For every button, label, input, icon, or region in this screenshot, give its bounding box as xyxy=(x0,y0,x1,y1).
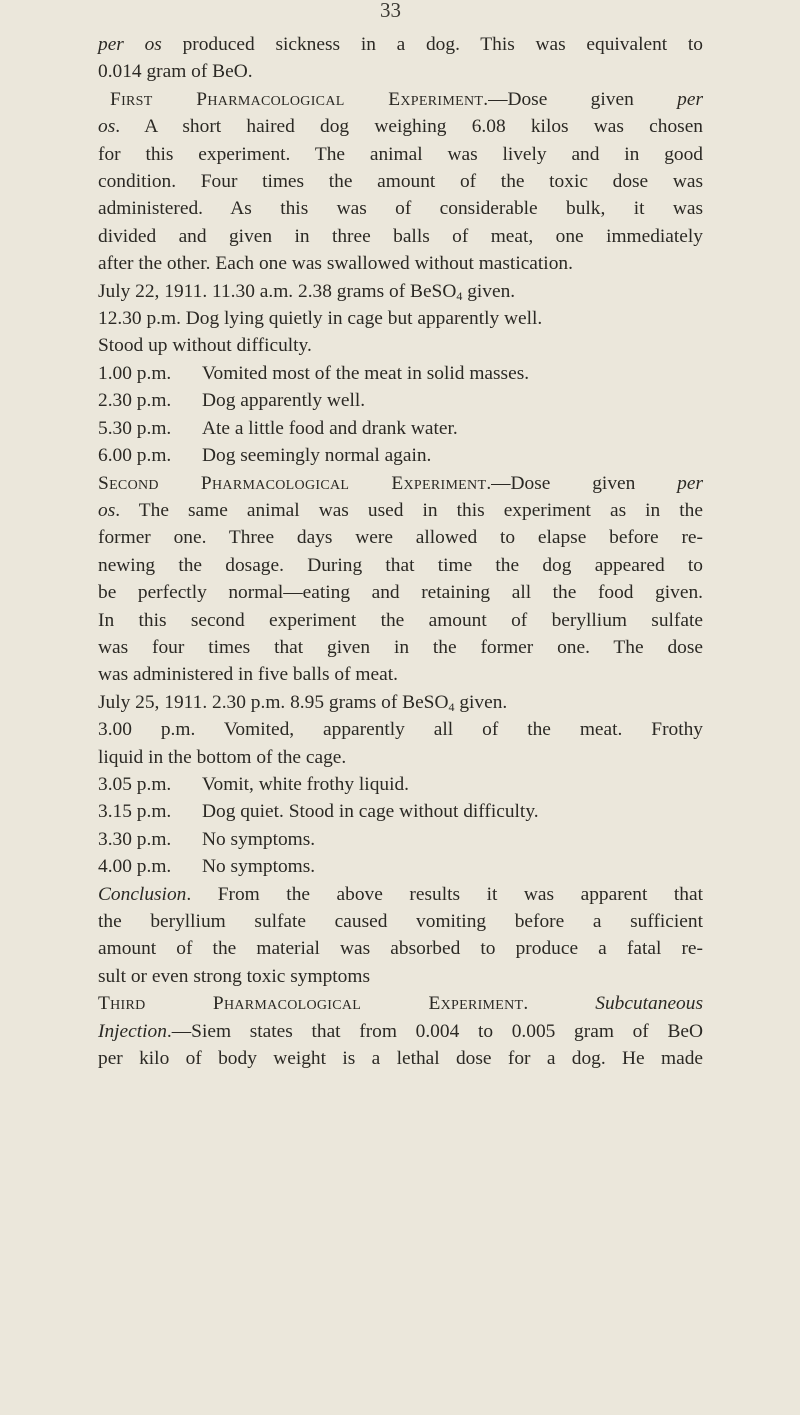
text-line: per os produced sickness in a dog. This was equivalent to xyxy=(98,34,703,55)
section-heading: Third Pharmacological Experiment xyxy=(98,993,524,1015)
text-line: In this second experiment the amount of beryllium sulfate xyxy=(98,609,703,631)
body-text xyxy=(98,31,703,1072)
log-entry: July 22, 1911. 11.30 a.m. 2.38 grams of BeSO$_4$ given. xyxy=(98,280,516,303)
log-entry: 3.00 p.m. Vomited, apparently all of the meat. Frothy xyxy=(98,719,703,741)
log-entry: 5.30 p.m. Ate a little food and drank water. xyxy=(98,417,458,439)
text-line: after the other. Each one was swallowed without mastication. xyxy=(98,253,573,275)
text-line: for this experiment. The animal was lively and in good xyxy=(98,143,703,165)
text-line: sult or even strong toxic symptoms xyxy=(98,965,370,987)
text-line: divided and given in three balls of meat, one immediately xyxy=(98,225,703,247)
log-entry: 3.05 p.m. Vomit, white frothy liquid. xyxy=(98,773,410,795)
text-line: Conclusion. From the above results it was apparent that xyxy=(98,883,703,905)
log-entry: liquid in the bottom of the cage. xyxy=(98,746,347,768)
text-line: os. The same animal was used in this experiment as in the xyxy=(98,499,703,521)
log-entry: 4.00 p.m. No symptoms. xyxy=(98,856,316,878)
section-heading: First Pharmacological Experiment xyxy=(110,88,484,110)
text-line: condition. Four times the amount of the toxic dose was xyxy=(98,171,703,193)
text-line: Injection.—Siem states that from 0.004 to 0.005 gram of BeO xyxy=(98,1020,703,1042)
text-line: be perfectly normal—eating and retaining all the food given. xyxy=(98,582,703,604)
text-line: Second Pharmacological Experiment.—Dose given per xyxy=(98,472,703,494)
section-heading: Second Pharmacological Experiment xyxy=(98,472,487,494)
text-line: former one. Three days were allowed to elapse before re- xyxy=(98,527,703,549)
text-line: Third Pharmacological Experiment. Subcutaneous xyxy=(98,993,703,1015)
text-line: newing the dosage. During that time the dog appeared to xyxy=(98,554,703,576)
text-line: the beryllium sulfate caused vomiting before a sufficient xyxy=(98,911,703,932)
text-line: per kilo of body weight is a lethal dose for a dog. He made xyxy=(98,1048,703,1070)
page-number: 33 xyxy=(380,0,401,22)
text-line: 0.014 gram of BeO. xyxy=(98,61,253,83)
log-entry: 3.30 p.m. No symptoms. xyxy=(98,828,316,850)
log-entry: 1.00 p.m. Vomited most of the meat in solid masses. xyxy=(98,362,530,384)
text-line: was four times that given in the former one. The dose xyxy=(98,636,703,658)
text-line: amount of the material was absorbed to produce a fatal re- xyxy=(98,938,703,960)
log-entry: 12.30 p.m. Dog lying quietly in cage but apparently well. xyxy=(98,308,543,330)
log-entry: 3.15 p.m. Dog quiet. Stood in cage without difficulty. xyxy=(98,801,539,823)
text-line: administered. As this was of considerable bulk, it was xyxy=(98,198,703,220)
log-entry: July 25, 1911. 2.30 p.m. 8.95 grams of BeSO$_4$ given. xyxy=(98,691,508,714)
text-line: First Pharmacological Experiment.—Dose given per xyxy=(110,88,703,110)
text-line: was administered in five balls of meat. xyxy=(98,664,398,686)
log-entry: Stood up without difficulty. xyxy=(98,335,312,357)
log-entry: 6.00 p.m. Dog seemingly normal again. xyxy=(98,445,432,467)
log-entry: 2.30 p.m. Dog apparently well. xyxy=(98,390,366,412)
text-line: os. A short haired dog weighing 6.08 kilos was chosen xyxy=(98,116,703,138)
